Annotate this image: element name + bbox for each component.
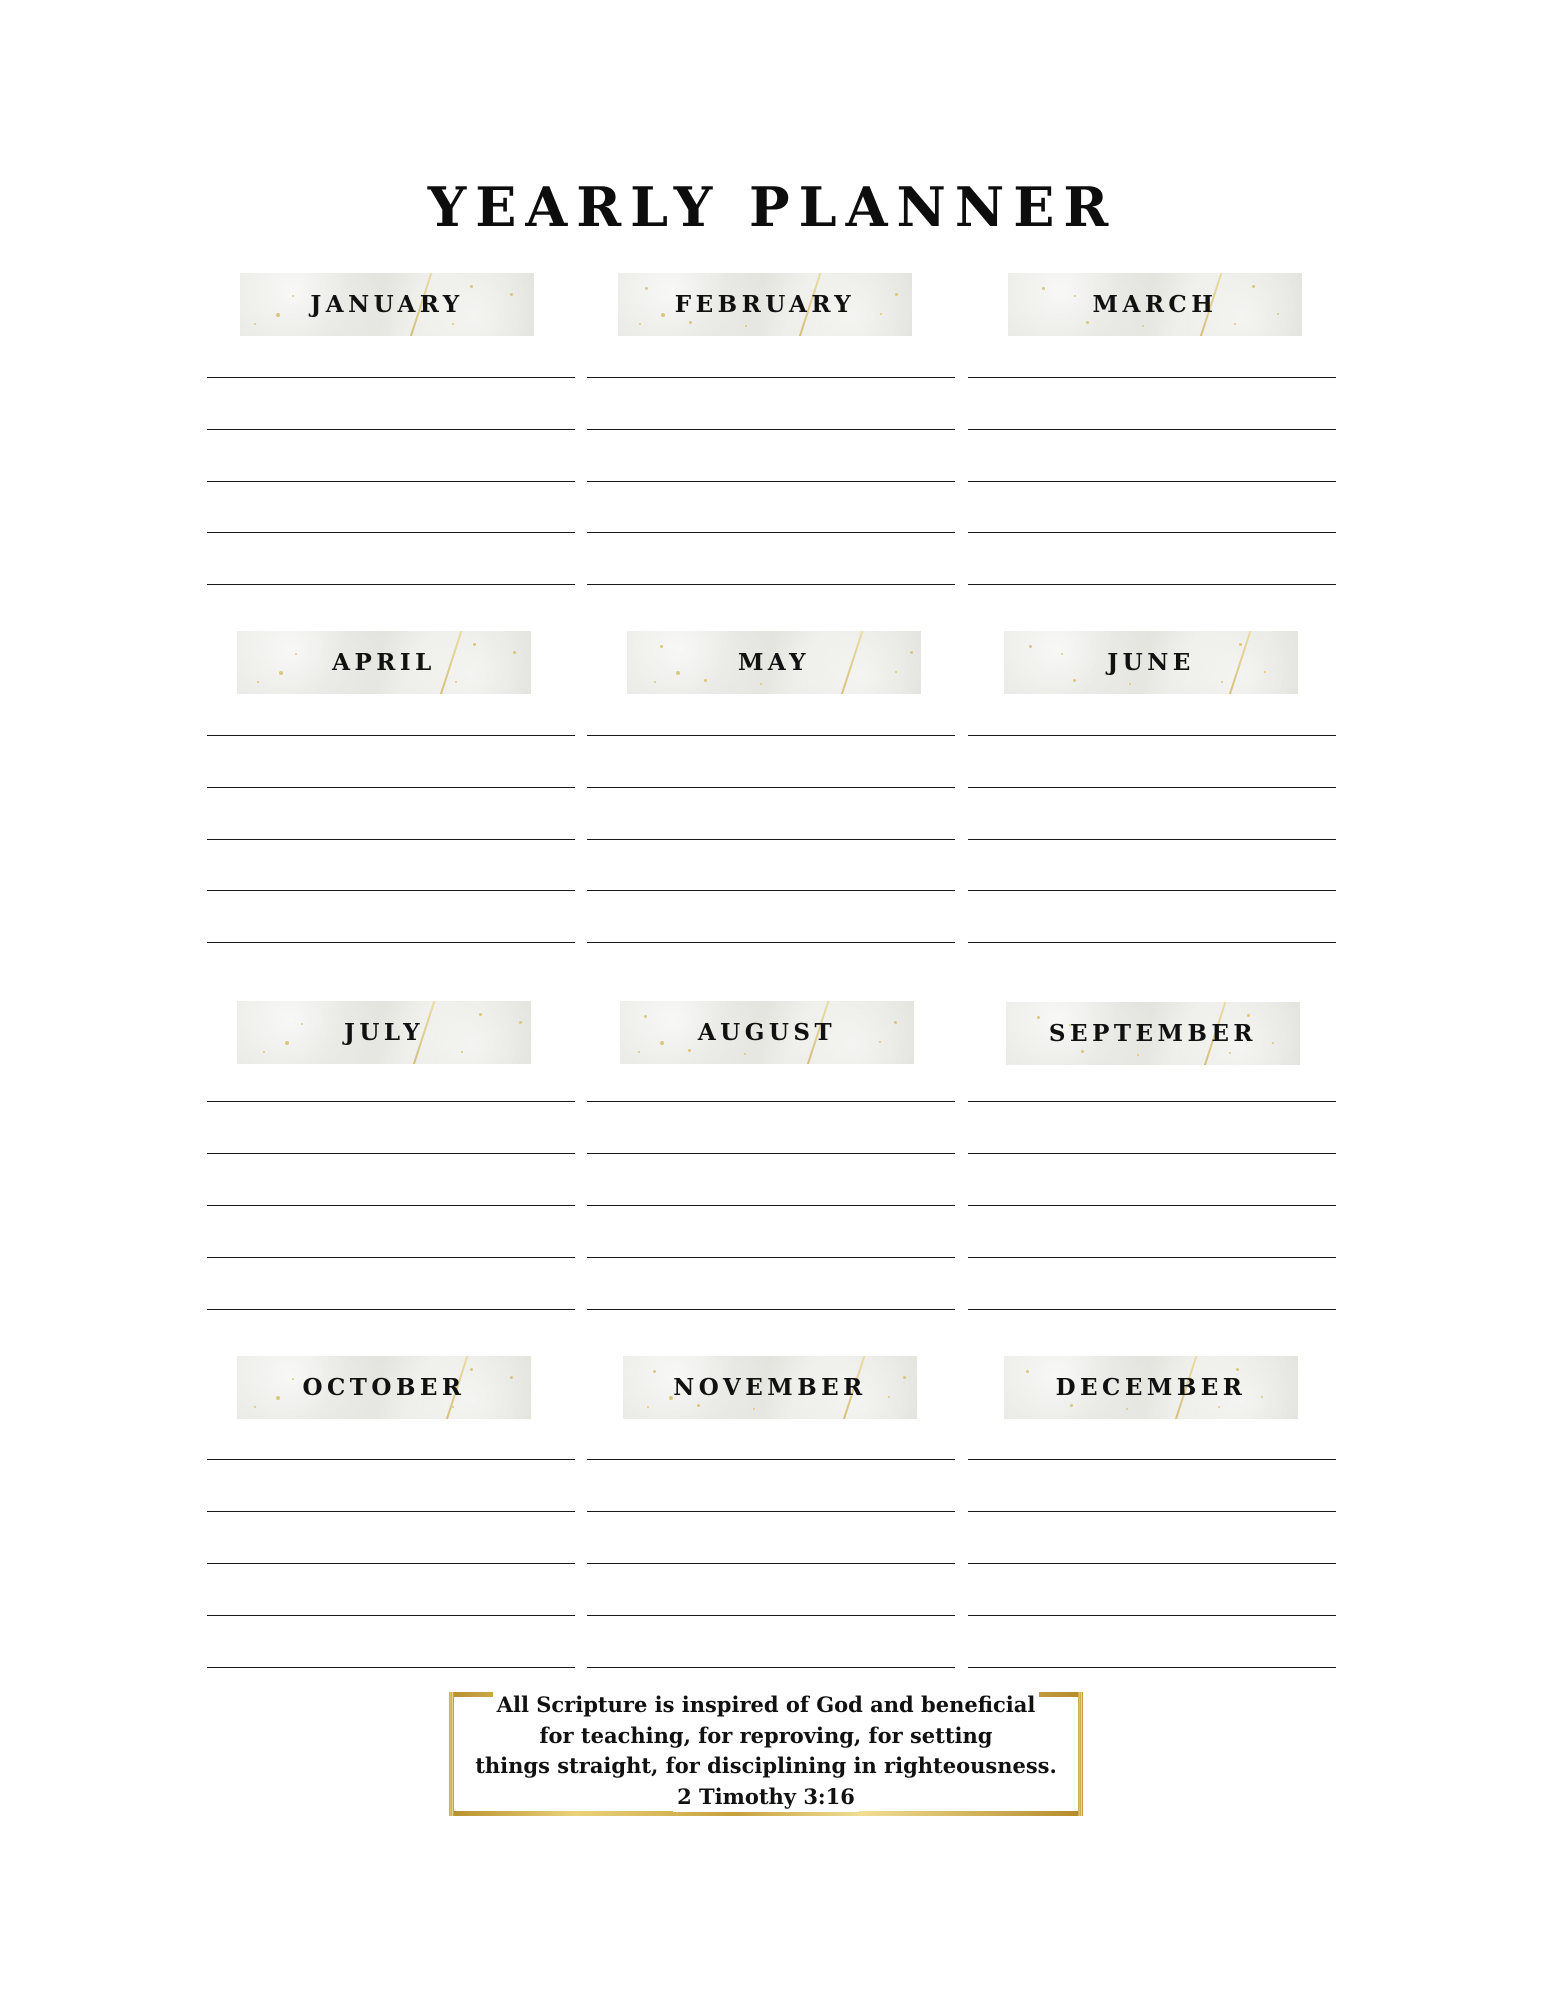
gold-fleck-decoration [452, 1406, 454, 1408]
gold-fleck-decoration [470, 285, 473, 288]
gold-fleck-decoration [1234, 323, 1236, 325]
gold-streak-decoration [840, 631, 864, 694]
scripture-text [449, 1690, 1083, 1812]
month-label-box [620, 1001, 914, 1064]
writing-line [587, 890, 955, 891]
writing-line [207, 429, 575, 430]
month-label-box [1008, 273, 1302, 336]
writing-line [207, 1101, 575, 1102]
gold-fleck-decoration [510, 293, 513, 296]
gold-fleck-decoration [654, 681, 656, 683]
month-label-box [1004, 631, 1298, 694]
gold-fleck-decoration [645, 287, 648, 290]
gold-fleck-decoration [688, 1049, 691, 1052]
gold-fleck-decoration [292, 1378, 294, 1380]
writing-line [968, 787, 1336, 788]
gold-fleck-decoration [660, 1041, 664, 1045]
writing-line [207, 1511, 575, 1512]
gold-fleck-decoration [903, 1376, 906, 1379]
writing-line [207, 1153, 575, 1154]
writing-line [207, 839, 575, 840]
gold-fleck-decoration [1029, 645, 1032, 648]
gold-fleck-decoration [888, 1396, 890, 1398]
writing-line [207, 377, 575, 378]
month-label: JUNE [1107, 649, 1195, 676]
writing-line [968, 735, 1336, 736]
month-label-box [623, 1356, 917, 1419]
month-label-box [237, 631, 531, 694]
gold-fleck-decoration [461, 1051, 463, 1053]
writing-line [587, 1257, 955, 1258]
gold-fleck-decoration [479, 1013, 482, 1016]
gold-fleck-decoration [455, 681, 457, 683]
writing-line [207, 735, 575, 736]
writing-line [968, 890, 1336, 891]
gold-fleck-decoration [1061, 653, 1063, 655]
writing-line [207, 1459, 575, 1460]
gold-fleck-decoration [697, 1404, 700, 1407]
gold-fleck-decoration [894, 1021, 897, 1024]
gold-fleck-decoration [1264, 671, 1266, 673]
writing-line [587, 1101, 955, 1102]
gold-fleck-decoration [1074, 295, 1076, 297]
writing-line [587, 1615, 955, 1616]
writing-line [207, 1563, 575, 1564]
gold-fleck-decoration [638, 1051, 640, 1053]
writing-line [968, 1511, 1336, 1512]
writing-line [587, 1459, 955, 1460]
writing-line [207, 532, 575, 533]
gold-fleck-decoration [1272, 1042, 1274, 1044]
writing-line [968, 377, 1336, 378]
month-label: DECEMBER [1055, 1374, 1247, 1401]
writing-line [968, 584, 1336, 585]
gold-fleck-decoration [285, 1041, 289, 1045]
writing-line [587, 735, 955, 736]
month-label: JANUARY [310, 291, 464, 318]
gold-fleck-decoration [257, 681, 259, 683]
writing-line [587, 377, 955, 378]
writing-line [207, 890, 575, 891]
writing-line [207, 787, 575, 788]
month-label: APRIL [332, 649, 436, 676]
gold-fleck-decoration [1261, 1396, 1263, 1398]
gold-fleck-decoration [473, 643, 476, 646]
scripture-line: for teaching, for reproving, for setting [536, 1721, 997, 1752]
gold-fleck-decoration [276, 313, 280, 317]
writing-line [968, 481, 1336, 482]
writing-line [587, 532, 955, 533]
writing-line [207, 584, 575, 585]
writing-line [587, 1563, 955, 1564]
gold-fleck-decoration [745, 325, 747, 327]
month-label: AUGUST [697, 1019, 837, 1046]
gold-fleck-decoration [279, 671, 283, 675]
writing-line [968, 1563, 1336, 1564]
gold-fleck-decoration [895, 671, 897, 673]
month-label: SEPTEMBER [1048, 1020, 1258, 1047]
writing-line [587, 942, 955, 943]
gold-fleck-decoration [1026, 1370, 1029, 1373]
gold-fleck-decoration [1081, 1050, 1084, 1053]
gold-fleck-decoration [1218, 1406, 1220, 1408]
gold-fleck-decoration [1129, 683, 1131, 685]
writing-line [587, 1667, 955, 1668]
gold-fleck-decoration [1236, 1368, 1239, 1371]
gold-fleck-decoration [263, 1051, 265, 1053]
writing-line [968, 1615, 1336, 1616]
month-label-box [618, 273, 912, 336]
writing-line [207, 481, 575, 482]
gold-fleck-decoration [1126, 1408, 1128, 1410]
gold-fleck-decoration [753, 1408, 755, 1410]
writing-line [968, 1667, 1336, 1668]
gold-fleck-decoration [910, 651, 913, 654]
writing-line [587, 839, 955, 840]
gold-fleck-decoration [1277, 313, 1279, 315]
gold-fleck-decoration [254, 1406, 256, 1408]
writing-line [207, 1309, 575, 1310]
scripture-line: things straight, for disciplining in righteousness. [471, 1751, 1061, 1782]
month-label: MAY [737, 649, 811, 676]
writing-line [587, 787, 955, 788]
gold-fleck-decoration [1073, 679, 1076, 682]
writing-line [587, 429, 955, 430]
writing-line [968, 1257, 1336, 1258]
gold-fleck-decoration [1239, 643, 1242, 646]
gold-fleck-decoration [660, 645, 663, 648]
gold-fleck-decoration [704, 679, 707, 682]
month-label-box [237, 1001, 531, 1064]
gold-fleck-decoration [1229, 1052, 1231, 1054]
scripture-frame [449, 1692, 1083, 1816]
writing-line [207, 942, 575, 943]
writing-line [587, 481, 955, 482]
month-label-box [627, 631, 921, 694]
gold-fleck-decoration [1252, 285, 1255, 288]
writing-line [968, 1101, 1336, 1102]
month-label-box [240, 273, 534, 336]
gold-fleck-decoration [292, 295, 294, 297]
gold-streak-decoration [1228, 631, 1252, 694]
gold-fleck-decoration [513, 651, 516, 654]
writing-line [587, 1309, 955, 1310]
writing-line [968, 1153, 1336, 1154]
gold-fleck-decoration [452, 323, 454, 325]
gold-fleck-decoration [1037, 1016, 1040, 1019]
gold-fleck-decoration [295, 653, 297, 655]
month-label: NOVEMBER [673, 1374, 867, 1401]
gold-fleck-decoration [276, 1396, 280, 1400]
writing-line [587, 1511, 955, 1512]
gold-fleck-decoration [510, 1376, 513, 1379]
month-label: MARCH [1092, 291, 1218, 318]
month-label: JULY [343, 1019, 425, 1046]
writing-line [207, 1205, 575, 1206]
page-title: YEARLY PLANNER [427, 175, 1118, 239]
gold-fleck-decoration [895, 293, 898, 296]
writing-line [968, 942, 1336, 943]
writing-line [968, 1309, 1336, 1310]
writing-line [968, 429, 1336, 430]
gold-fleck-decoration [689, 321, 692, 324]
gold-fleck-decoration [676, 671, 680, 675]
writing-line [968, 532, 1336, 533]
month-label-box [237, 1356, 531, 1419]
gold-fleck-decoration [760, 683, 762, 685]
writing-line [207, 1667, 575, 1668]
month-label: OCTOBER [302, 1374, 466, 1401]
gold-fleck-decoration [470, 1368, 473, 1371]
writing-line [207, 1615, 575, 1616]
writing-line [968, 1459, 1336, 1460]
writing-line [587, 584, 955, 585]
gold-fleck-decoration [1247, 1014, 1250, 1017]
gold-fleck-decoration [639, 323, 641, 325]
gold-fleck-decoration [879, 1041, 881, 1043]
gold-fleck-decoration [519, 1021, 522, 1024]
month-label: FEBRUARY [674, 291, 856, 318]
gold-fleck-decoration [301, 1023, 303, 1025]
gold-fleck-decoration [744, 1053, 746, 1055]
gold-fleck-decoration [647, 1406, 649, 1408]
gold-streak-decoration [439, 631, 463, 694]
gold-fleck-decoration [880, 313, 882, 315]
gold-fleck-decoration [1042, 287, 1045, 290]
gold-fleck-decoration [1221, 681, 1223, 683]
gold-fleck-decoration [1086, 321, 1089, 324]
gold-fleck-decoration [644, 1015, 647, 1018]
writing-line [968, 839, 1336, 840]
gold-fleck-decoration [1142, 325, 1144, 327]
gold-fleck-decoration [1070, 1404, 1073, 1407]
gold-fleck-decoration [254, 323, 256, 325]
writing-line [207, 1257, 575, 1258]
month-label-box [1004, 1356, 1298, 1419]
scripture-line: All Scripture is inspired of God and beneficial [493, 1690, 1040, 1721]
gold-fleck-decoration [661, 313, 665, 317]
gold-fleck-decoration [653, 1370, 656, 1373]
writing-line [587, 1153, 955, 1154]
writing-line [587, 1205, 955, 1206]
writing-line [968, 1205, 1336, 1206]
scripture-reference: 2 Timothy 3:16 [673, 1782, 859, 1813]
gold-fleck-decoration [1137, 1054, 1139, 1056]
month-label-box [1006, 1002, 1300, 1065]
